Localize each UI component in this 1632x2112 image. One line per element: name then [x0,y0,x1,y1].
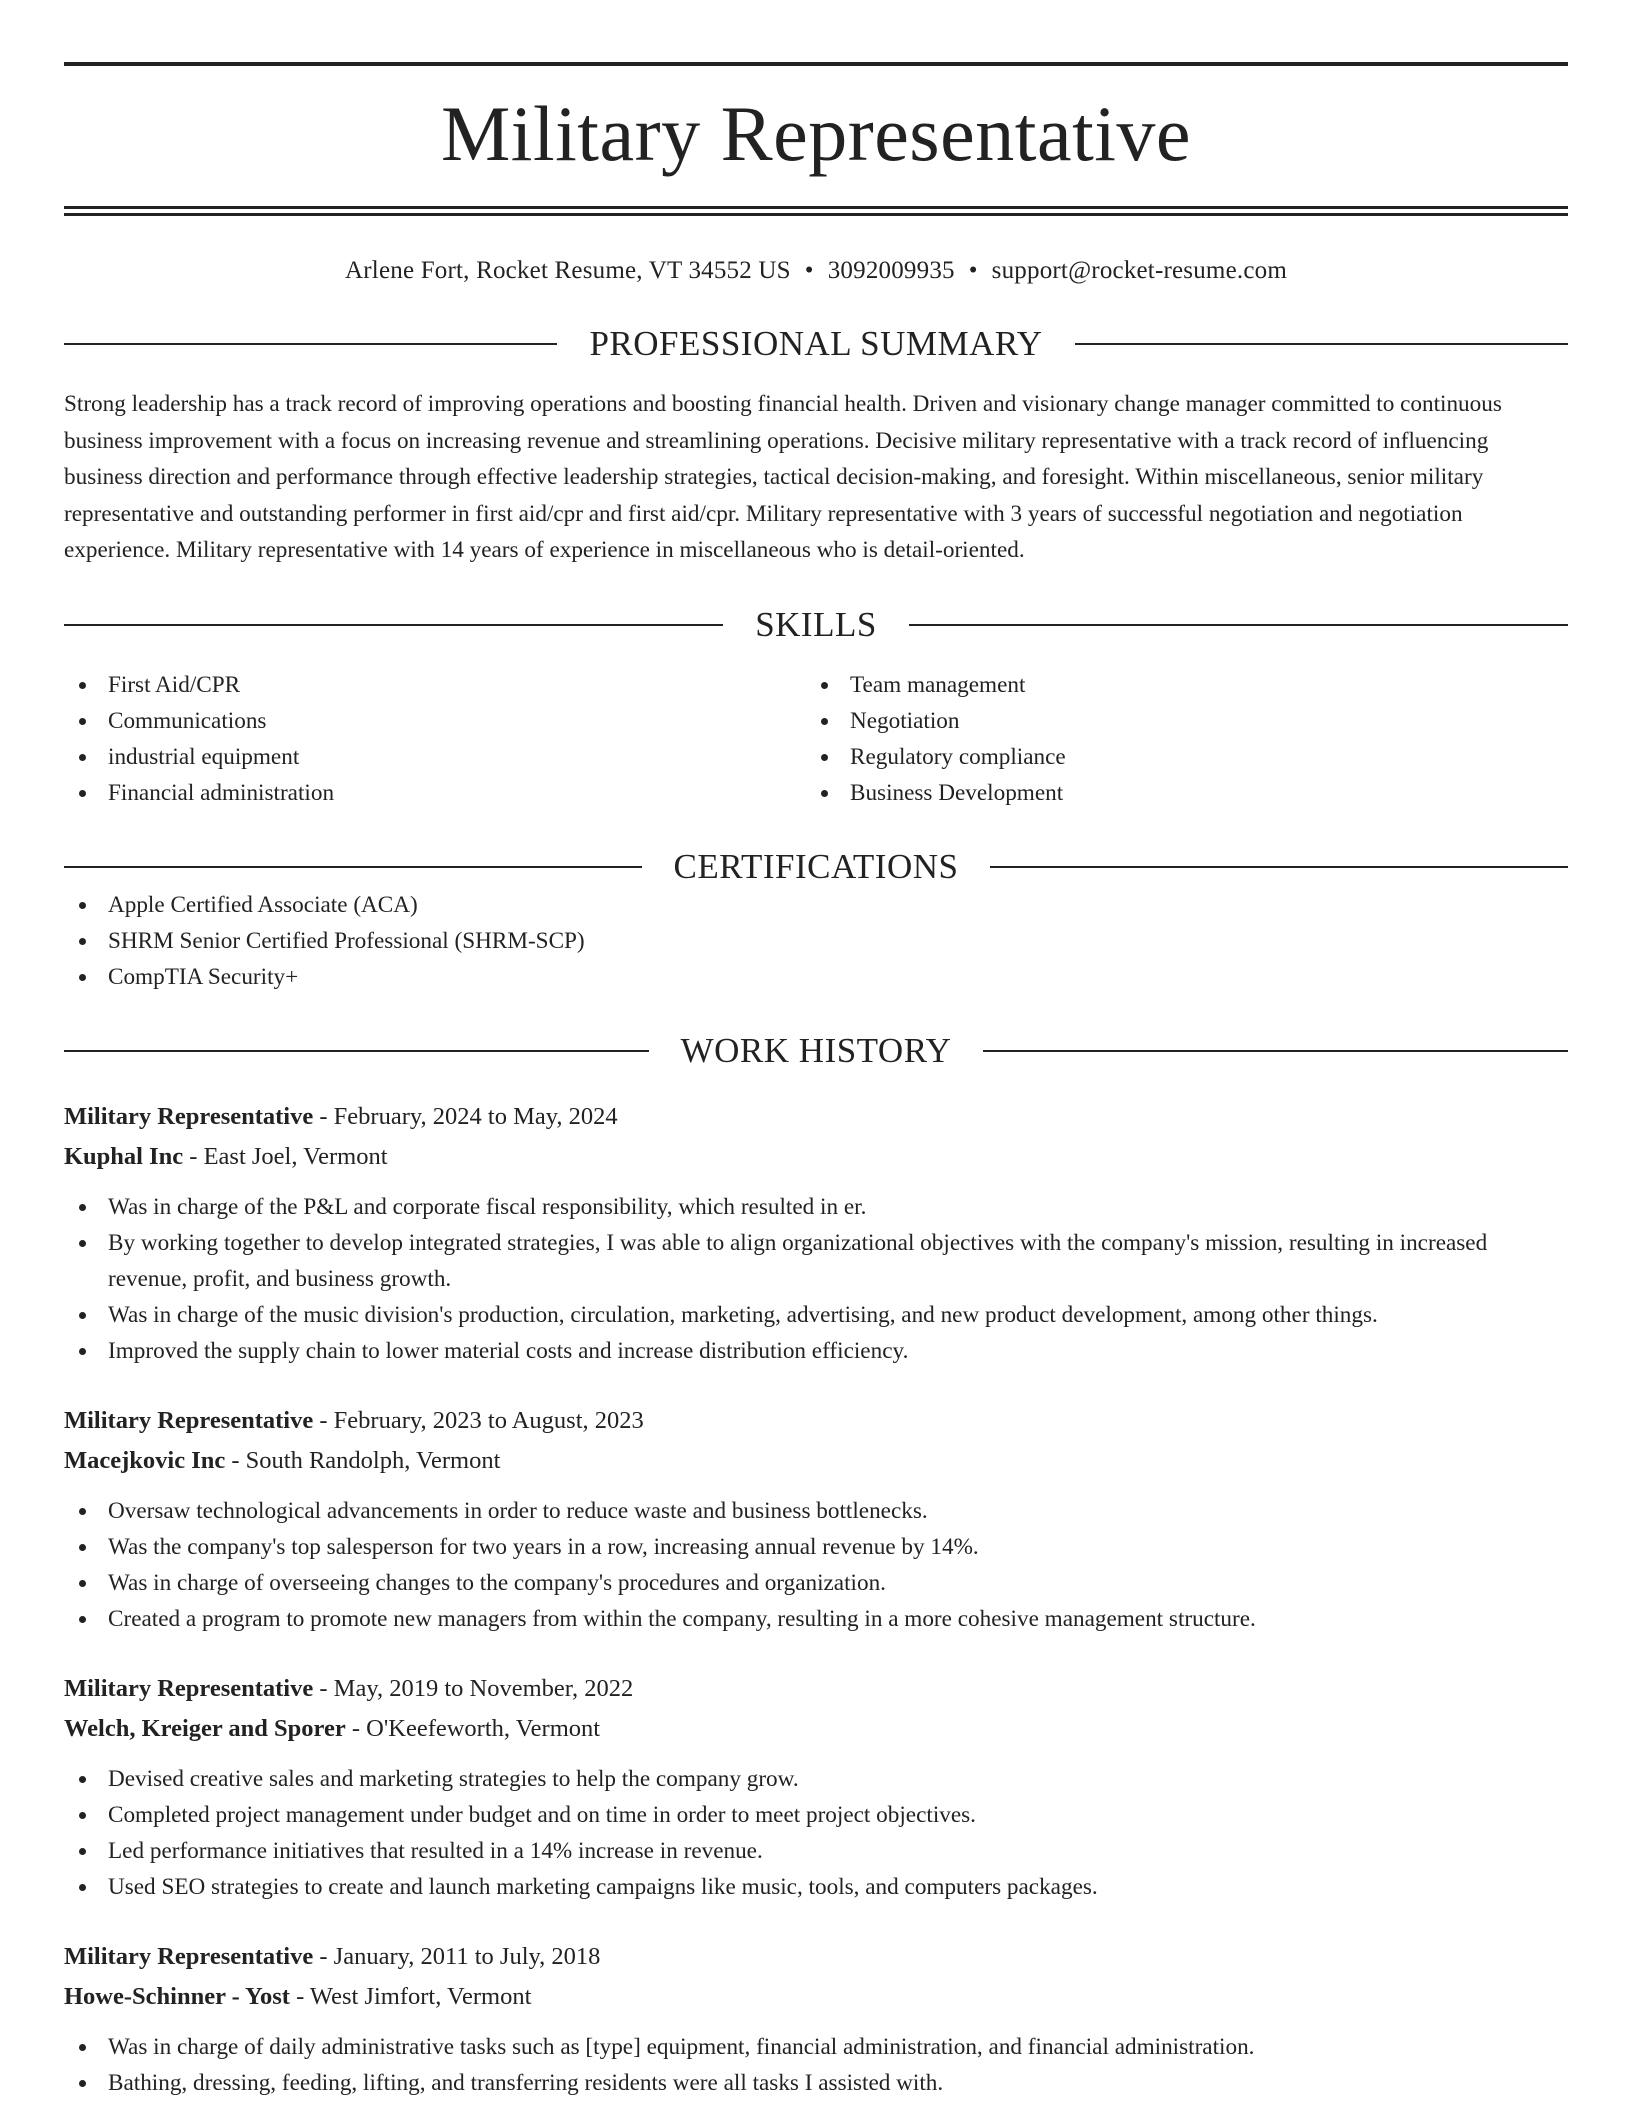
job-entry [64,1097,1568,1369]
job-bullets [64,2029,1568,2101]
resume-page [64,0,1568,2101]
job-dates: - January, 2011 to July, 2018 [313,1942,601,1970]
job-title-line [64,1097,1568,1137]
job-company-line [64,1441,1568,1481]
heading-rule-right [983,1050,1568,1052]
summary-text: Strong leadership has a track record of improving operations and boosting financial health. Driven and visionary change manager committed to continuous business improvement with a focus on increasing revenue and streamlining operations. Decisive military representative with a track record of influencing business direction and performance through effective leadership strategies, tactical decision-making, and foresight. Within miscellaneous, senior military representative and outstanding performer in first aid/cpr and first aid/cpr. Military representative with 3 years of successful negotiation and negotiation experience. Military representative with 14 years of experience in miscellaneous who is detail-oriented. [64,391,1502,563]
heading-rule-left [64,1050,649,1052]
contact-separator: • [804,257,814,284]
heading-rule-right [909,624,1568,626]
job-company-line [64,1977,1568,2017]
job-title-line [64,1937,1568,1977]
job-location: - West Jimfort, Vermont [289,1982,532,2010]
job-entry [64,1937,1568,2101]
skill-item: Financial administration [64,775,806,811]
job-location: - South Randolph, Vermont [225,1446,501,1474]
job-bullet: Completed project management under budget and on time in order to meet project objectives. [64,1797,1568,1833]
certifications-list [64,887,1568,995]
certifications-heading [64,847,1568,887]
job-bullet: Was the company's top salesperson for two years in a row, increasing annual revenue by 14%. [64,1529,1568,1565]
job-bullet: Led performance initiatives that resulted in a 14% increase in revenue. [64,1833,1568,1869]
job-title-line [64,1669,1568,1709]
job-bullet: Created a program to promote new managers from within the company, resulting in a more cohesive management structure. [64,1601,1568,1637]
job-company: Welch, Kreiger and Sporer [64,1714,346,1742]
job-title: Military Representative [64,1942,314,1970]
contact-phone: 3092009935 [827,257,955,284]
job-dates: - May, 2019 to November, 2022 [313,1674,634,1702]
contact-line [64,254,1568,288]
skills-list-left [64,667,806,811]
job-bullets [64,1493,1568,1637]
job-company: Kuphal Inc [64,1142,184,1170]
heading-rule-left [64,624,723,626]
job-title: Military Representative [64,1406,314,1434]
job-bullets [64,1189,1568,1369]
job-location: - O'Keefeworth, Vermont [345,1714,601,1742]
job-bullet: Devised creative sales and marketing strategies to help the company grow. [64,1761,1568,1797]
heading-rule-right [1075,343,1568,345]
summary-heading [64,324,1568,364]
job-entry [64,1669,1568,1905]
certifications-heading-label: CERTIFICATIONS [673,846,959,886]
job-bullet: Was in charge of the music division's production, circulation, marketing, advertising, and new product development, among other things. [64,1297,1568,1333]
certification-item: SHRM Senior Certified Professional (SHRM-SCP) [64,923,1568,959]
job-bullet: Was in charge of overseeing changes to the company's procedures and organization. [64,1565,1568,1601]
certification-item: CompTIA Security+ [64,959,1568,995]
job-bullet: Used SEO strategies to create and launch marketing campaigns like music, tools, and computers packages. [64,1869,1568,1905]
heading-rule-left [64,866,642,868]
top-rule [64,62,1568,66]
job-bullet: Improved the supply chain to lower material costs and increase distribution efficiency. [64,1333,1568,1369]
skill-item: Communications [64,703,806,739]
job-bullet: By working together to develop integrated strategies, I was able to align organizational objectives with the company's mission, resulting in increased revenue, profit, and business growth. [64,1225,1568,1297]
title-double-rule [64,206,1568,216]
skill-item: industrial equipment [64,739,806,775]
job-title-line [64,1401,1568,1441]
job-bullet: Was in charge of the P&L and corporate fiscal responsibility, which resulted in er. [64,1189,1568,1225]
job-location: - East Joel, Vermont [183,1142,388,1170]
job-title: Military Representative [64,1102,314,1130]
job-bullet: Bathing, dressing, feeding, lifting, and transferring residents were all tasks I assisted with. [64,2065,1568,2101]
contact-address: Arlene Fort, Rocket Resume, VT 34552 US [345,257,791,284]
job-bullet: Oversaw technological advancements in order to reduce waste and business bottlenecks. [64,1493,1568,1529]
skills-list-right [806,667,1548,811]
contact-email: support@rocket-resume.com [991,257,1287,284]
skill-item: Negotiation [806,703,1548,739]
job-company-line [64,1137,1568,1177]
summary-heading-label: PROFESSIONAL SUMMARY [589,324,1043,363]
skills-heading-label: SKILLS [755,604,877,644]
job-company: Howe-Schinner - Yost [64,1982,290,2010]
job-bullets [64,1761,1568,1905]
skill-item: First Aid/CPR [64,667,806,703]
skill-item: Business Development [806,775,1548,811]
job-bullet: Was in charge of daily administrative tasks such as [type] equipment, financial administration, and financial administration. [64,2029,1568,2065]
job-dates: - February, 2023 to August, 2023 [313,1406,644,1434]
skill-item: Team management [806,667,1548,703]
job-company-line [64,1709,1568,1749]
resume-title: Military Representative [440,90,1192,177]
work-history-heading [64,1031,1568,1071]
work-history-heading-label: WORK HISTORY [680,1030,952,1070]
contact-separator: • [968,257,978,284]
job-dates: - February, 2024 to May, 2024 [313,1102,618,1130]
heading-rule-right [990,866,1568,868]
skills-columns [64,667,1568,811]
job-entry [64,1401,1568,1637]
job-company: Macejkovic Inc [64,1446,226,1474]
certification-item: Apple Certified Associate (ACA) [64,887,1568,923]
heading-rule-left [64,343,557,345]
job-title: Military Representative [64,1674,314,1702]
skills-heading [64,605,1568,645]
skill-item: Regulatory compliance [806,739,1548,775]
